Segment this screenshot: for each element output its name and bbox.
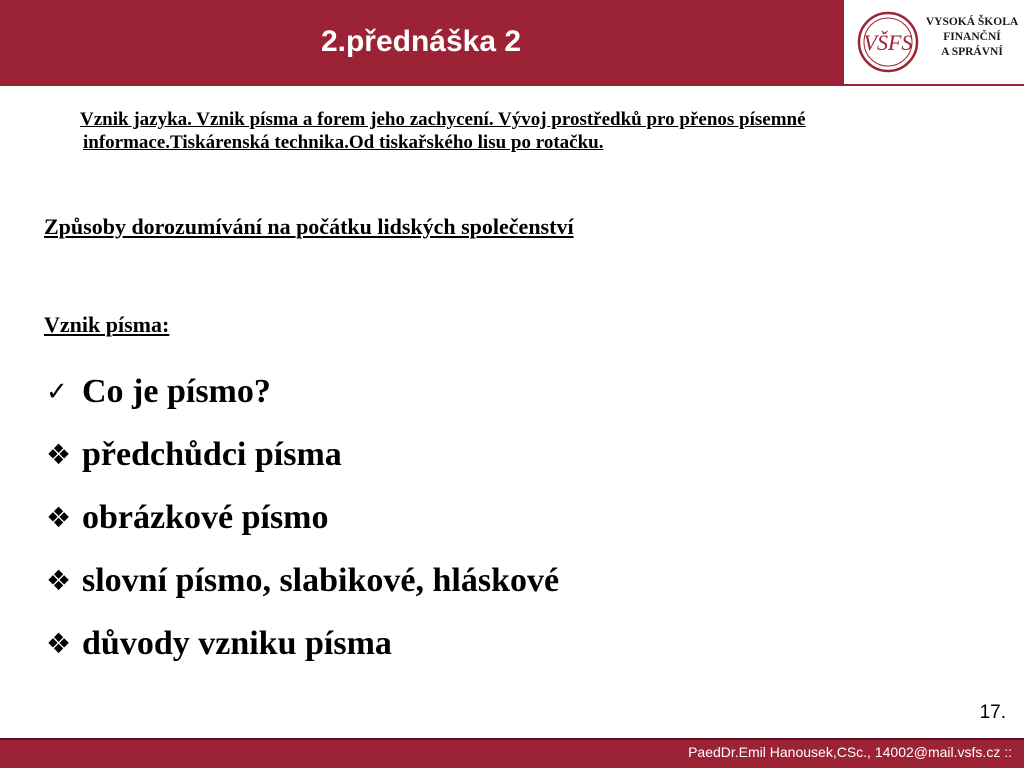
check-icon: ✓ — [46, 376, 68, 407]
bullet-item — [46, 486, 946, 549]
subtitle-line-2: informace.Tiskárenská technika.Od tiskařského lisu po rotačku. — [83, 132, 604, 153]
bullet-text: předchůdci písma — [82, 435, 342, 473]
slide-title: 2.přednáška 2 — [320, 25, 522, 58]
bullet-item — [46, 612, 946, 675]
bullet-text: obrázkové písmo — [82, 498, 329, 536]
diamond-icon: ❖ — [46, 438, 72, 471]
footer-text: PaedDr.Emil Hanousek,CSc., 14002@mail.vsfs.cz :: — [688, 744, 1012, 760]
diamond-icon: ❖ — [46, 627, 72, 660]
logo — [842, 0, 1024, 86]
bullet-text: Co je písmo? — [82, 372, 271, 410]
page-number: 17. — [979, 702, 1006, 723]
diamond-icon: ❖ — [46, 501, 72, 534]
logo-mark-text: VŠFS — [863, 30, 913, 55]
logo-text — [924, 15, 1020, 60]
vznik-heading: Vznik písma: — [44, 312, 170, 337]
section-heading: Způsoby dorozumívání na počátku lidských společenství — [44, 214, 574, 239]
logo-line-2: FINANČNÍ — [943, 31, 1001, 43]
bullet-text: důvody vzniku písma — [82, 624, 392, 662]
bullet-item — [46, 360, 946, 423]
vsfs-logo-icon — [856, 10, 920, 74]
diamond-icon: ❖ — [46, 564, 72, 597]
bullet-list — [46, 360, 946, 675]
subtitle-line-1: Vznik jazyka. Vznik písma a forem jeho zachycení. Vývoj prostředků pro přenos písemné — [80, 109, 806, 130]
logo-line-1: VYSOKÁ ŠKOLA — [925, 16, 1019, 28]
bullet-item — [46, 423, 946, 486]
logo-line-3: A SPRÁVNÍ — [941, 46, 1003, 58]
bullet-item — [46, 549, 946, 612]
lecture-subtitle — [80, 108, 960, 154]
bullet-text: slovní písmo, slabikové, hláskové — [82, 561, 560, 599]
